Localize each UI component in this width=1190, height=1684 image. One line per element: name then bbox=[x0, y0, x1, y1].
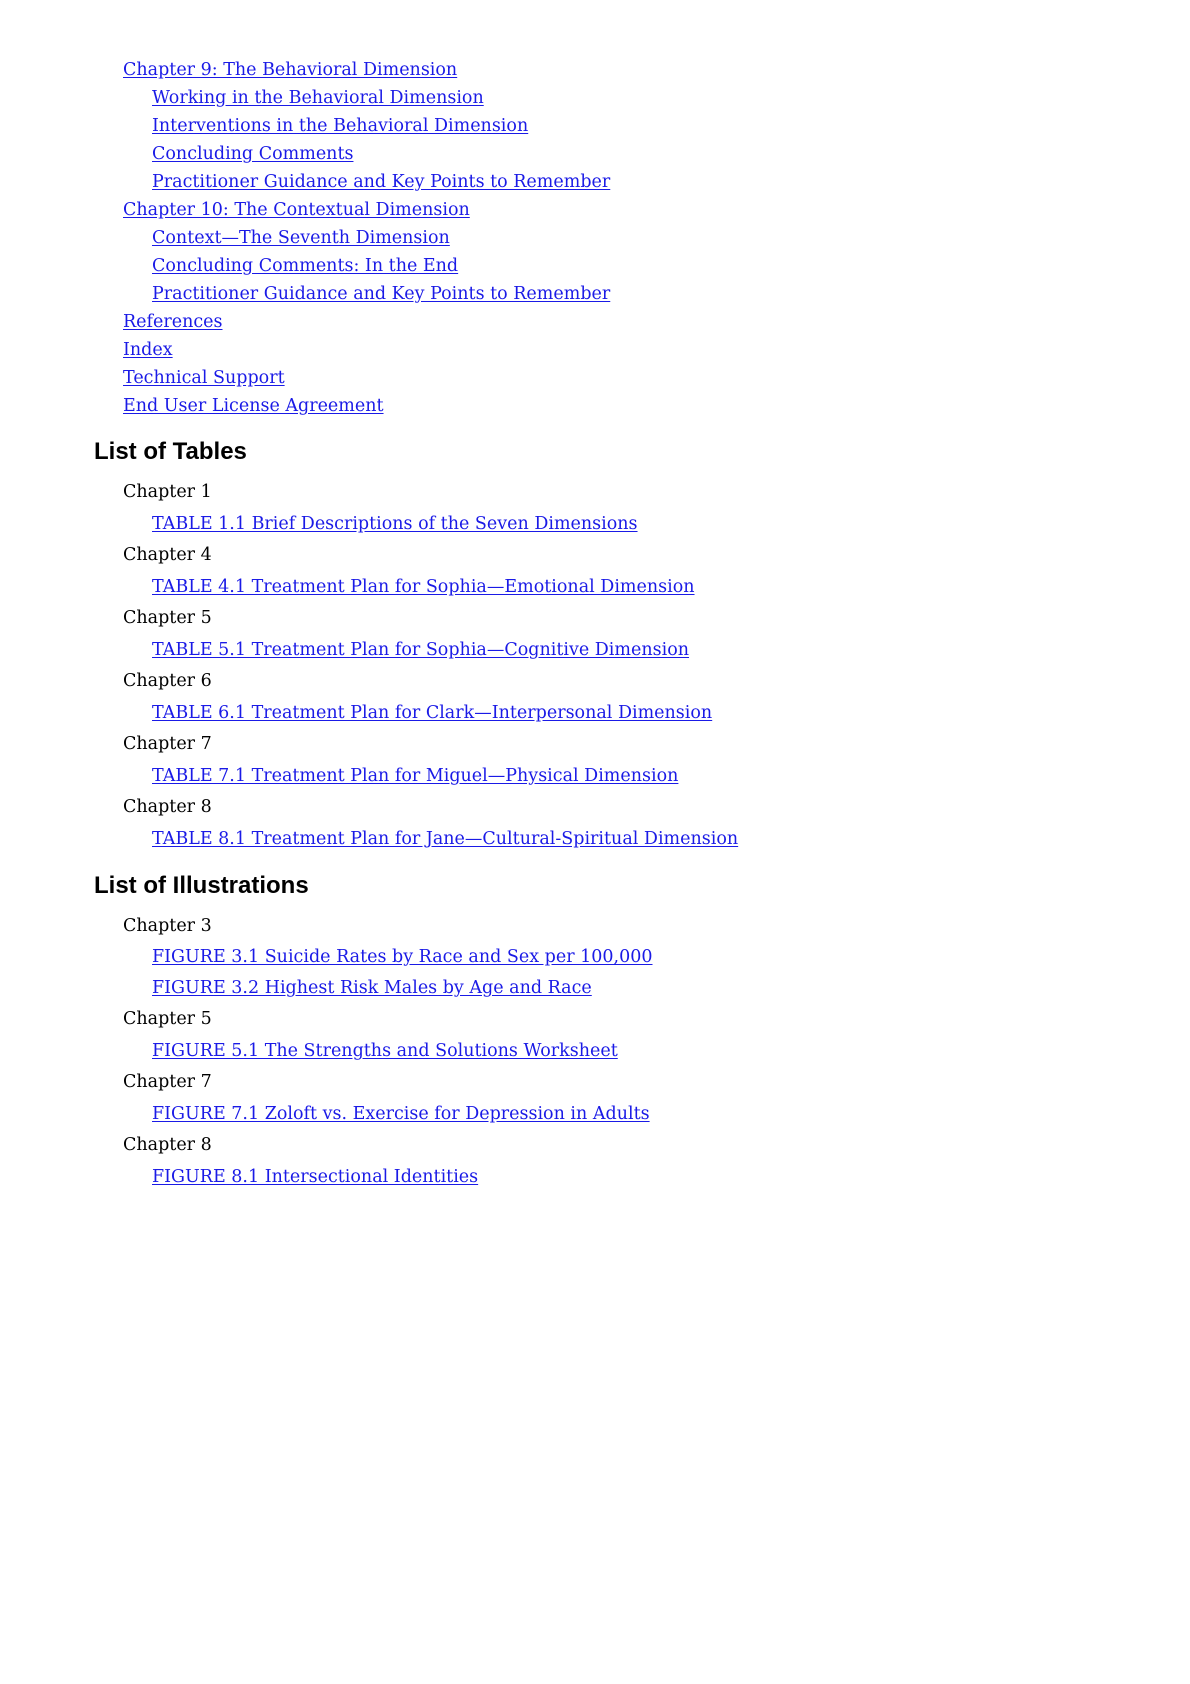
list-of-illustrations-heading: List of Illustrations bbox=[94, 872, 309, 899]
list-of-tables bbox=[123, 477, 738, 855]
tables-chapter-label: Chapter 8 bbox=[123, 797, 212, 817]
tables-chapter-label: Chapter 7 bbox=[123, 734, 212, 754]
toc-list bbox=[123, 56, 610, 420]
toc-link-practitioner-guidance-9[interactable]: Practitioner Guidance and Key Points to Remember bbox=[152, 172, 611, 192]
list-of-illustrations bbox=[123, 911, 653, 1193]
illustrations-chapter-label: Chapter 8 bbox=[123, 1135, 212, 1155]
table-link-4-1[interactable]: TABLE 4.1 Treatment Plan for Sophia—Emotional Dimension bbox=[152, 577, 695, 597]
tables-chapter-label: Chapter 6 bbox=[123, 671, 212, 691]
toc-link-chapter-10[interactable]: Chapter 10: The Contextual Dimension bbox=[123, 200, 470, 220]
table-link-5-1[interactable]: TABLE 5.1 Treatment Plan for Sophia—Cognitive Dimension bbox=[152, 640, 690, 660]
toc-link-concluding-in-the-end[interactable]: Concluding Comments: In the End bbox=[152, 256, 459, 276]
figure-link-8-1[interactable]: FIGURE 8.1 Intersectional Identities bbox=[152, 1167, 479, 1187]
toc-link-technical-support[interactable]: Technical Support bbox=[123, 368, 285, 388]
toc-link-interventions-behavioral[interactable]: Interventions in the Behavioral Dimension bbox=[152, 116, 529, 136]
toc-link-practitioner-guidance-10[interactable]: Practitioner Guidance and Key Points to Remember bbox=[152, 284, 611, 304]
illustrations-chapter-label: Chapter 7 bbox=[123, 1072, 212, 1092]
toc-link-context-seventh[interactable]: Context—The Seventh Dimension bbox=[152, 228, 450, 248]
toc-link-references[interactable]: References bbox=[123, 312, 223, 332]
toc-link-chapter-9[interactable]: Chapter 9: The Behavioral Dimension bbox=[123, 60, 458, 80]
toc-link-eula[interactable]: End User License Agreement bbox=[123, 396, 384, 416]
table-link-7-1[interactable]: TABLE 7.1 Treatment Plan for Miguel—Physical Dimension bbox=[152, 766, 679, 786]
figure-link-5-1[interactable]: FIGURE 5.1 The Strengths and Solutions Worksheet bbox=[152, 1041, 618, 1061]
illustrations-chapter-label: Chapter 3 bbox=[123, 916, 212, 936]
table-link-6-1[interactable]: TABLE 6.1 Treatment Plan for Clark—Interpersonal Dimension bbox=[152, 703, 713, 723]
tables-chapter-label: Chapter 5 bbox=[123, 608, 212, 628]
illustrations-chapter-label: Chapter 5 bbox=[123, 1009, 212, 1029]
figure-link-3-2[interactable]: FIGURE 3.2 Highest Risk Males by Age and Race bbox=[152, 978, 592, 998]
list-of-tables-heading: List of Tables bbox=[94, 438, 247, 465]
toc-link-working-behavioral[interactable]: Working in the Behavioral Dimension bbox=[152, 88, 484, 108]
figure-link-3-1[interactable]: FIGURE 3.1 Suicide Rates by Race and Sex per 100,000 bbox=[152, 947, 653, 967]
table-link-8-1[interactable]: TABLE 8.1 Treatment Plan for Jane—Cultural-Spiritual Dimension bbox=[152, 829, 739, 849]
tables-chapter-label: Chapter 1 bbox=[123, 482, 212, 502]
figure-link-7-1[interactable]: FIGURE 7.1 Zoloft vs. Exercise for Depression in Adults bbox=[152, 1104, 650, 1124]
tables-chapter-label: Chapter 4 bbox=[123, 545, 212, 565]
toc-link-index[interactable]: Index bbox=[123, 340, 173, 360]
toc-link-concluding-comments[interactable]: Concluding Comments bbox=[152, 144, 354, 164]
table-link-1-1[interactable]: TABLE 1.1 Brief Descriptions of the Seven Dimensions bbox=[152, 514, 638, 534]
